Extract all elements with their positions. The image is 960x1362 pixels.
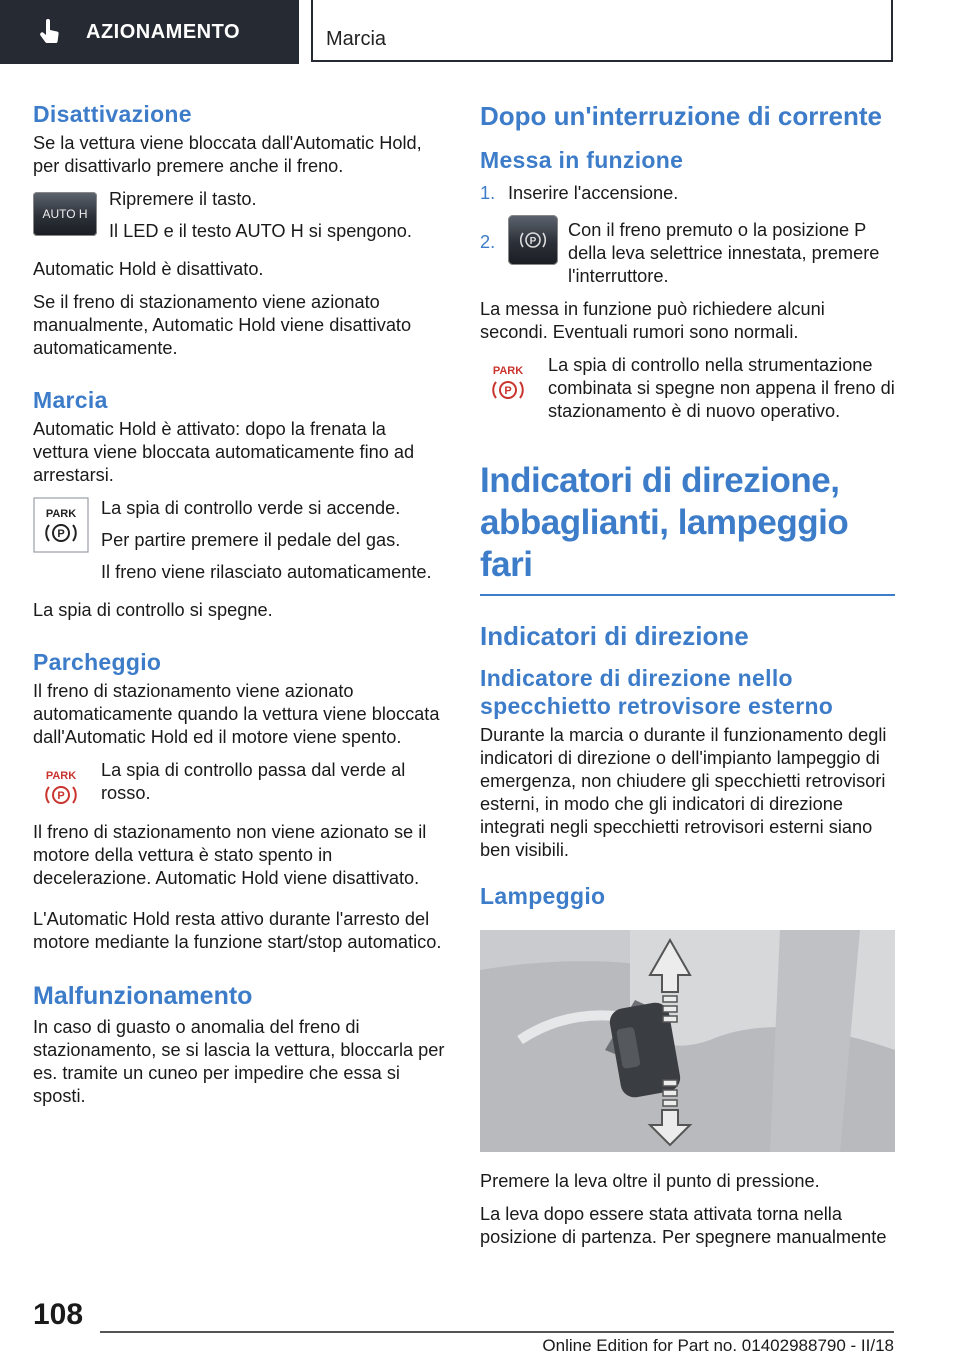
svg-text:P: P xyxy=(504,385,512,397)
heading-disattivazione: Disattivazione xyxy=(33,101,192,127)
page-number: 108 xyxy=(33,1298,84,1331)
paragraph: La messa in funzione può richiedere alcuni secondi. Eventuali rumori sono normali. xyxy=(480,299,825,342)
paragraph: La spia di controllo si spegne. xyxy=(33,600,273,620)
heading-messa-in-funzione: Messa in funzione xyxy=(480,147,684,173)
chapter-title: Indicatori di direzione, abbaglianti, lampeggio fari xyxy=(480,460,895,596)
instruction-text: Ripremere il tasto. xyxy=(109,189,257,209)
park-indicator-icon xyxy=(33,497,89,553)
park-indicator-red-icon xyxy=(33,759,89,815)
parking-brake-button-icon xyxy=(508,215,558,265)
hand-pointer-icon xyxy=(36,18,64,46)
heading-malfunzionamento: Malfunzionamento xyxy=(33,982,253,1010)
instruction-text: Il freno viene rilasciato automaticamente. xyxy=(101,562,432,582)
heading-indicatori-direzione: Indicatori di direzione xyxy=(480,621,749,651)
park-label: PARK xyxy=(492,365,524,377)
page-title: Marcia xyxy=(326,28,387,50)
instruction-block xyxy=(33,497,445,593)
turn-signal-lever-illustration xyxy=(480,930,895,1152)
parking-brake-symbol-icon xyxy=(518,225,548,255)
paragraph: Premere la leva oltre il punto di pressione. xyxy=(480,1171,820,1191)
step-text: Con il freno premuto o la posizione P della leva selettrice innestata, premere l'interruttore. xyxy=(568,220,880,286)
heading-parcheggio: Parcheggio xyxy=(33,649,162,675)
instruction-text: Il LED e il testo AUTO H si spengono. xyxy=(109,221,412,241)
list-item xyxy=(480,215,895,288)
paragraph: La leva dopo essere stata attivata torna nella posizione di partenza. Per spegnere manualmente xyxy=(480,1204,887,1247)
auto-hold-button-label: AUTO H xyxy=(42,207,88,221)
edition-note: Online Edition for Part no. 01402988790 - II/18 xyxy=(542,1336,894,1355)
instruction-text: La spia di controllo nella strumentazione combinata si spegne non appena il freno di stazionamento è di nuovo operativo. xyxy=(548,355,895,421)
step-number: 1. xyxy=(480,183,496,203)
paragraph: Durante la marcia o durante il funzionamento degli indicatori di direzione o dell'impianto lampeggio di emergenza, non chiudere gli specchietti retrovisori esterni, in modo che gli indicatori di direzione integrati negli specchietti retrovisori esterni siano ben visibili. xyxy=(480,725,887,860)
paragraph: Automatic Hold è attivato: dopo la frenata la vettura viene bloccata automaticamente fino ad arrestarsi. xyxy=(33,419,415,485)
steps-list xyxy=(480,182,895,288)
step-number: 2. xyxy=(480,232,496,252)
step-text: Inserire l'accensione. xyxy=(508,183,679,203)
paragraph: In caso di guasto o anomalia del freno di stazionamento, se si lascia la vettura, bloccarla per es. tramite un cuneo per impedire che essa si sposti. xyxy=(33,1017,445,1106)
left-column xyxy=(33,100,445,1118)
instruction-block xyxy=(480,354,895,432)
paragraph: Automatic Hold è disattivato. xyxy=(33,259,264,279)
paragraph: L'Automatic Hold resta attivo durante l'arresto del motore mediante la funzione start/stop automatico. xyxy=(33,909,442,952)
svg-text:P: P xyxy=(57,528,65,540)
park-label: PARK xyxy=(45,508,77,520)
heading-specchietto: Indicatore di direzione nello specchietto retrovisore esterno xyxy=(480,665,834,719)
section-label: AZIONAMENTO xyxy=(86,20,241,43)
list-item xyxy=(480,182,895,205)
svg-text:P: P xyxy=(57,790,65,802)
svg-text:P: P xyxy=(529,236,537,247)
section-tab xyxy=(0,0,299,64)
instruction-text: Per partire premere il pedale del gas. xyxy=(101,530,401,550)
instruction-text: La spia di controllo passa dal verde al rosso. xyxy=(101,760,406,803)
paragraph: Il freno di stazionamento viene azionato automaticamente quando la vettura viene bloccata dall'Automatic Hold ed il motore viene spento. xyxy=(33,681,440,747)
heading-lampeggio: Lampeggio xyxy=(480,883,606,909)
page-header xyxy=(311,0,893,62)
footer-divider xyxy=(100,1331,894,1333)
paragraph: Il freno di stazionamento non viene azionato se il motore della vettura è stato spento in decelerazione. Automatic Hold viene disattivato. xyxy=(33,822,427,888)
instruction-block xyxy=(33,759,445,815)
auto-hold-button-icon xyxy=(33,192,97,236)
paragraph: Se la vettura viene bloccata dall'Automatic Hold, per disattivarlo premere anche il freno. xyxy=(33,133,422,176)
instruction-text: La spia di controllo verde si accende. xyxy=(101,498,401,518)
heading-interruzione-corrente: Dopo un'interruzione di corrente xyxy=(480,101,882,131)
instruction-block xyxy=(33,188,445,252)
heading-marcia: Marcia xyxy=(33,387,108,413)
park-indicator-red-icon xyxy=(480,354,536,410)
right-column xyxy=(480,100,895,1259)
park-label: PARK xyxy=(45,770,77,782)
paragraph: Se il freno di stazionamento viene azionato manualmente, Automatic Hold viene disattivato automaticamente. xyxy=(33,292,412,358)
